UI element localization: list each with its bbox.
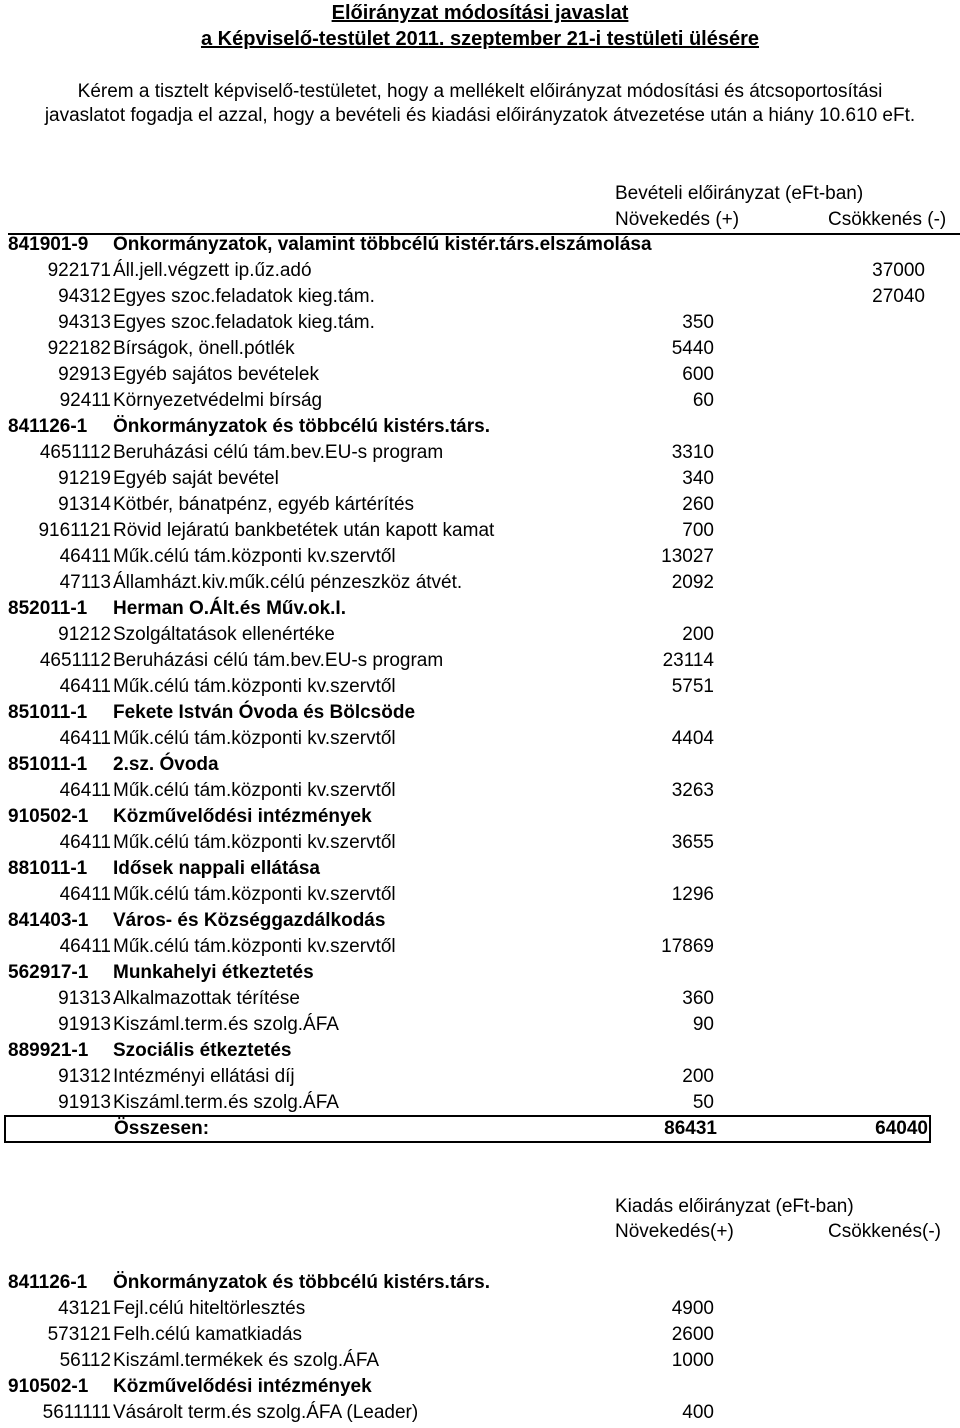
- intro-paragraph-line-2: javaslatot fogadja el azzal, hogy a bevételi és kiadási előirányzatok átvezetése után a hiány 10.610 eFt.: [44, 105, 916, 126]
- row-name: Műk.célú tám.központi kv.szervtől: [113, 546, 396, 567]
- table-row: [0, 336, 960, 362]
- row-code: 46411: [59, 884, 111, 905]
- group-header-row: [0, 908, 960, 934]
- revenue-decrease-column-header: Csökkenés (-): [828, 209, 947, 230]
- row-code: 46411: [59, 546, 111, 567]
- row-name: Műk.célú tám.központi kv.szervtől: [113, 780, 396, 801]
- row-code: 841403-1: [8, 910, 89, 931]
- row-name: Műk.célú tám.központi kv.szervtől: [113, 832, 396, 853]
- row-name: Kiszáml.term.és szolg.ÁFA: [113, 1092, 339, 1113]
- revenue-total-row: [4, 1115, 931, 1143]
- row-code: 91219: [58, 468, 111, 489]
- row-code: 852011-1: [8, 598, 88, 619]
- table-row: [0, 466, 960, 492]
- group-header-row: [0, 232, 960, 258]
- row-name: Kiszáml.term.és szolg.ÁFA: [113, 1014, 339, 1035]
- revenue-table-heading: Bevételi előirányzat (eFt-ban): [615, 183, 864, 204]
- row-name: Kiszáml.termékek és szolg.ÁFA: [113, 1350, 380, 1371]
- document-subtitle: a Képviselő-testület 2011. szeptember 21-i testületi ülésére: [200, 28, 760, 50]
- row-code: 91313: [58, 988, 111, 1009]
- row-increase: 4900: [671, 1298, 714, 1319]
- expense-table-heading: Kiadás előirányzat (eFt-ban): [615, 1196, 854, 1217]
- row-increase: 3263: [671, 780, 714, 801]
- row-increase: 1000: [671, 1350, 714, 1371]
- row-increase: 5440: [671, 338, 714, 359]
- row-code: 5611111: [42, 1402, 111, 1423]
- row-code: 91314: [58, 494, 111, 515]
- row-code: 4651112: [39, 442, 111, 463]
- table-row: [0, 986, 960, 1012]
- row-code: 851011-1: [8, 702, 88, 723]
- group-header-row: [0, 414, 960, 440]
- row-name: Egyes szoc.feladatok kieg.tám.: [113, 286, 375, 307]
- row-code: 46411: [59, 780, 111, 801]
- row-increase: 90: [692, 1014, 714, 1035]
- row-code: 841126-1: [8, 1272, 88, 1293]
- table-row: [0, 830, 960, 856]
- row-name: Idősek nappali ellátása: [113, 858, 320, 879]
- row-code: 92411: [59, 390, 111, 411]
- row-increase: 400: [682, 1402, 714, 1423]
- row-code: 91312: [58, 1066, 111, 1087]
- row-name: Fejl.célú hiteltörlesztés: [113, 1298, 306, 1319]
- row-increase: 200: [682, 624, 714, 645]
- row-increase: 200: [682, 1066, 714, 1087]
- revenue-increase-column-header: Növekedés (+): [615, 209, 740, 230]
- row-name: Alkalmazottak térítése: [113, 988, 300, 1009]
- group-header-row: [0, 856, 960, 882]
- group-header-row: [0, 1374, 960, 1400]
- row-code: 881011-1: [8, 858, 88, 879]
- row-increase: 260: [682, 494, 714, 515]
- row-increase: 600: [682, 364, 714, 385]
- row-increase: 340: [682, 468, 714, 489]
- group-header-row: [0, 596, 960, 622]
- row-increase: 5751: [671, 676, 714, 697]
- row-code: 47113: [59, 572, 111, 593]
- row-code: 910502-1: [8, 1376, 89, 1397]
- row-name: Műk.célú tám.központi kv.szervtől: [113, 728, 396, 749]
- row-code: 922182: [47, 338, 111, 359]
- row-name: Szolgáltatások ellenértéke: [113, 624, 335, 645]
- row-increase: 1296: [671, 884, 714, 905]
- total-label: Összesen:: [114, 1118, 210, 1139]
- row-increase: 2092: [671, 572, 714, 593]
- table-row: [0, 882, 960, 908]
- table-row: [0, 284, 960, 310]
- row-name: Rövid lejáratú bankbetétek után kapott kamat: [113, 520, 495, 541]
- row-name: 2.sz. Óvoda: [113, 754, 219, 775]
- table-row: [0, 518, 960, 544]
- row-name: Munkahelyi étkeztetés: [113, 962, 314, 983]
- row-code: 91913: [58, 1092, 111, 1113]
- group-header-row: [0, 960, 960, 986]
- row-code: 56112: [59, 1350, 111, 1371]
- row-code: 43121: [58, 1298, 111, 1319]
- row-name: Műk.célú tám.központi kv.szervtől: [113, 884, 396, 905]
- table-row: [0, 674, 960, 700]
- row-name: Önkormányzatok és többcélú kistérs.társ.: [113, 416, 490, 437]
- total-decrease-value: 64040: [875, 1118, 928, 1139]
- row-code: 889921-1: [8, 1040, 89, 1061]
- total-increase-value: 86431: [664, 1118, 717, 1139]
- row-code: 841126-1: [8, 416, 88, 437]
- row-decrease: 37000: [872, 260, 925, 281]
- table-row: [0, 1296, 960, 1322]
- row-code: 46411: [59, 832, 111, 853]
- group-header-row: [0, 752, 960, 778]
- row-increase: 13027: [661, 546, 714, 567]
- table-row: [0, 1090, 960, 1116]
- row-name: Egyéb sajátos bevételek: [113, 364, 319, 385]
- row-code: 46411: [59, 676, 111, 697]
- row-name: Önkormányzatok, valamint többcélú kistér.társ.elszámolása: [113, 234, 652, 255]
- table-row: [0, 726, 960, 752]
- row-name: Intézményi ellátási díj: [113, 1066, 295, 1087]
- row-name: Beruházási célú tám.bev.EU-s program: [113, 442, 444, 463]
- table-row: [0, 1348, 960, 1374]
- group-header-row: [0, 1270, 960, 1296]
- table-row: [0, 544, 960, 570]
- document-title: Előirányzat módosítási javaslat: [331, 2, 629, 24]
- table-row: [0, 492, 960, 518]
- table-row: [0, 1012, 960, 1038]
- table-row: [0, 1064, 960, 1090]
- row-increase: 4404: [671, 728, 714, 749]
- row-name: Vásárolt term.és szolg.ÁFA (Leader): [113, 1402, 419, 1423]
- row-name: Kötbér, bánatpénz, egyéb kártérítés: [113, 494, 415, 515]
- row-increase: 360: [682, 988, 714, 1009]
- table-row: [0, 622, 960, 648]
- row-code: 91212: [58, 624, 111, 645]
- table-row: [0, 1400, 960, 1426]
- group-header-row: [0, 700, 960, 726]
- row-name: Fekete István Óvoda és Bölcsöde: [113, 702, 416, 723]
- row-code: 851011-1: [8, 754, 88, 775]
- row-code: 91913: [58, 1014, 111, 1035]
- row-code: 46411: [59, 728, 111, 749]
- row-name: Város- és Községgazdálkodás: [113, 910, 386, 931]
- row-code: 9161121: [38, 520, 111, 541]
- group-header-row: [0, 1038, 960, 1064]
- row-code: 94312: [58, 286, 111, 307]
- table-row: [0, 258, 960, 284]
- row-name: Szociális étkeztetés: [113, 1040, 292, 1061]
- row-name: Egyéb saját bevétel: [113, 468, 279, 489]
- row-name: Közművelődési intézmények: [113, 806, 372, 827]
- row-code: 46411: [59, 936, 111, 957]
- row-name: Államházt.kiv.műk.célú pénzeszköz átvét.: [113, 572, 463, 593]
- row-name: Környezetvédelmi bírság: [113, 390, 323, 411]
- table-row: [0, 310, 960, 336]
- row-increase: 23114: [662, 650, 714, 671]
- row-code: 841901-9: [8, 234, 89, 255]
- table-row: [0, 648, 960, 674]
- row-name: Műk.célú tám.központi kv.szervtől: [113, 676, 396, 697]
- table-row: [0, 1322, 960, 1348]
- row-code: 910502-1: [8, 806, 89, 827]
- row-increase: 50: [692, 1092, 714, 1113]
- row-name: Egyes szoc.feladatok kieg.tám.: [113, 312, 375, 333]
- row-decrease: 27040: [872, 286, 925, 307]
- row-increase: 17869: [661, 936, 714, 957]
- row-code: 562917-1: [8, 962, 89, 983]
- intro-paragraph-line-1: Kérem a tisztelt képviselő-testületet, hogy a mellékelt előirányzat módosítási és átcsoportosítási: [77, 81, 883, 102]
- row-name: Herman O.Ált.és Műv.ok.I.: [113, 598, 346, 619]
- row-increase: 2600: [671, 1324, 714, 1345]
- table-row: [0, 934, 960, 960]
- group-header-row: [0, 804, 960, 830]
- row-code: 92913: [58, 364, 111, 385]
- row-increase: 3310: [671, 442, 714, 463]
- table-row: [0, 570, 960, 596]
- table-row: [0, 778, 960, 804]
- row-name: Felh.célú kamatkiadás: [113, 1324, 303, 1345]
- row-increase: 3655: [671, 832, 714, 853]
- row-name: Közművelődési intézmények: [113, 1376, 372, 1397]
- row-code: 94313: [58, 312, 111, 333]
- row-name: Beruházási célú tám.bev.EU-s program: [113, 650, 444, 671]
- row-name: Önkormányzatok és többcélú kistérs.társ.: [113, 1272, 490, 1293]
- table-row: [0, 362, 960, 388]
- row-code: 4651112: [39, 650, 111, 671]
- row-increase: 350: [682, 312, 714, 333]
- row-increase: 60: [692, 390, 714, 411]
- row-increase: 700: [682, 520, 714, 541]
- row-name: Műk.célú tám.központi kv.szervtől: [113, 936, 396, 957]
- row-name: Áll.jell.végzett ip.űz.adó: [113, 260, 312, 281]
- expense-decrease-column-header: Csökkenés(-): [828, 1221, 941, 1242]
- table-row: [0, 388, 960, 414]
- row-code: 573121: [47, 1324, 111, 1345]
- row-name: Bírságok, önell.pótlék: [113, 338, 295, 359]
- row-code: 922171: [47, 260, 111, 281]
- table-row: [0, 440, 960, 466]
- expense-increase-column-header: Növekedés(+): [615, 1221, 734, 1242]
